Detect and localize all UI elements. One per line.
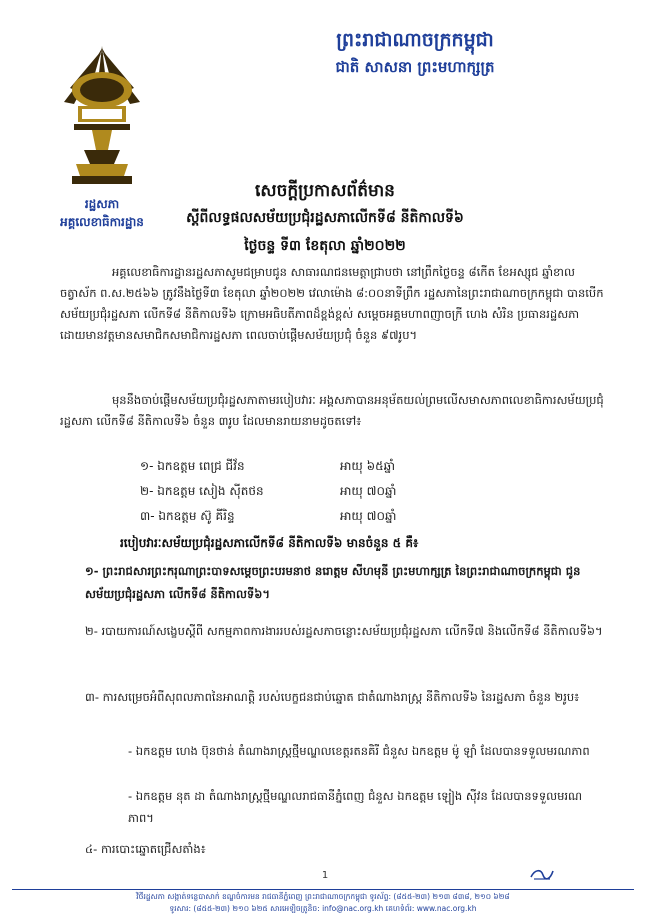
member-row bbox=[140, 508, 500, 528]
agenda-heading: របៀបវារៈសម័យប្រជុំរដ្ឋសភាលើកទី៨ នីតិកាលទី៦ មានចំនួន ៥ គឺ៖ bbox=[120, 536, 419, 550]
member-name: ៣- ឯកឧត្តម ស៊ូ គីរិន្ទ bbox=[140, 509, 235, 523]
press-release-date: ថ្ងៃចន្ទ ទី៣ ខែតុលា ឆ្នាំ២០២២ bbox=[244, 238, 406, 254]
secretariat-paragraph: មុននឹងចាប់ផ្តើមសម័យប្រជុំរដ្ឋសភាតាមរបៀបវារៈ អង្គសភាបានអនុម័តយល់ព្រមលើសមាសភាពលេខាធិការសម័យប្រជុំរដ្ឋសភា លើកទី៨ នីតិកាលទី៦ ចំនួន ៣រូប ដែលមានរាយនាមដូចតទៅ៖ bbox=[60, 393, 604, 428]
press-release-title: សេចក្តីប្រកាសព័ត៌មាន bbox=[255, 181, 395, 201]
emblem-rays-icon bbox=[64, 46, 140, 108]
member-row bbox=[140, 458, 500, 478]
agenda-item-1: ១- ព្រះរាជសារព្រះករុណាព្រះបាទសម្តេចព្រះបរមនាថ នរោត្តម សីហមុនី ព្រះមហាក្សត្រ នៃព្រះរាជាណាចក្រកម្ពុជា ជូនសម័យប្រជុំរដ្ឋសភា លើកទី៨ នីតិកាលទី៦។ bbox=[85, 564, 581, 601]
footer-address: វិថីរដ្ឋសភា សង្កាត់ទន្លេបាសាក់ ខណ្ឌចំការមន រាជធានីភ្នំពេញ ព្រះរាជាណាចក្រកម្ពុជា ទូរស័ព្ទ: (៨៥៥-២៣) ២១៣ ៨៣៨, ២១០ ៦២៨ bbox=[136, 892, 510, 901]
member-age: អាយុ ៧០ឆ្នាំ bbox=[340, 509, 397, 523]
page-number: 1 bbox=[321, 870, 329, 881]
national-assembly-emblem bbox=[62, 42, 142, 192]
initial-signature-icon bbox=[528, 865, 556, 883]
secretariat-label: អគ្គលេខាធិការដ្ឋាន bbox=[60, 215, 144, 229]
member-age: អាយុ ៦៥ឆ្នាំ bbox=[340, 459, 396, 473]
agenda-subitem-1: - ឯកឧត្តម ហេង ប៊ុនថាន់ តំណាងរាស្ត្រថ្មីមណ្ឌលខេត្តរតនគិរី ជំនួស ឯកឧត្តម ម៉ូ ឡាំ ដែលបានទទួលមរណភាព bbox=[128, 744, 590, 758]
opening-paragraph: អគ្គលេខាធិការដ្ឋានរដ្ឋសភាសូមជម្រាបជូន សាធារណជនមេត្តាជ្រាបថា នៅព្រឹកថ្ងៃចន្ទ ៨កើត ខែអស្សុជ ឆ្នាំខាល ចត្វាស័ក ព.ស.២៥៦៦ ត្រូវនឹងថ្ងៃទី៣ ខែតុលា ឆ្នាំ២០២២ វេលាម៉ោង ៨:០០នាទីព្រឹក រដ្ឋសភានៃព្រះរាជាណាចក្រកម្ពុជា បានបើកសម័យប្រជុំរដ្ឋសភា លើកទី៨ នីតិកាលទី៦ ក្រោមអធិបតីភាពដ៏ខ្ពង់ខ្ពស់ សម្តេចអគ្គមហាពញាចក្រី ហេង សំរិន ប្រធានរដ្ឋសភា ដោយមានវត្តមានសមាជិកសមាជិការដ្ឋសភា ពេលចាប់ផ្តើមសម័យប្រជុំ ចំនួន ៩៧រូប។ bbox=[60, 265, 604, 342]
national-motto: ជាតិ សាសនា ព្រះមហាក្សត្រ bbox=[335, 58, 495, 76]
member-row bbox=[140, 483, 500, 503]
agenda-subitem-2: - ឯកឧត្តម នុត ដា តំណាងរាស្ត្រថ្មីមណ្ឌលរាជធានីភ្នំពេញ ជំនួស ឯកឧត្តម ឡៀង ស៊ីវន ដែលបានទទួលមរណភាព។ bbox=[128, 789, 583, 825]
member-age: អាយុ ៧០ឆ្នាំ bbox=[340, 484, 397, 498]
footer-contact: ទូរសារ: (៨៥៥-២៣) ២១០ ៦២៥ សារអេឡិចត្រូនិច: info@nac.org.kh គេហទំព័រ: www.nac.org.kh bbox=[169, 904, 477, 913]
press-release-subject: ស្តីពីលទ្ធផលសម័យប្រជុំរដ្ឋសភាលើកទី៨ នីតិកាលទី៦ bbox=[186, 210, 464, 226]
footer-divider bbox=[12, 889, 634, 890]
member-name: ២- ឯកឧត្តម សៀង ស៊ីតថន bbox=[140, 484, 264, 498]
assembly-label: រដ្ឋសភា bbox=[84, 197, 120, 211]
agenda-item-2: ២- របាយការណ៍សង្ខេបស្តីពី សកម្មភាពការងាររបស់រដ្ឋសភាចន្លោះសម័យប្រជុំរដ្ឋសភា លើកទី៧ និងលើកទី៨ នីតិកាលទី៦។ bbox=[85, 624, 603, 638]
agenda-item-3: ៣- ការសម្រេចអំពីសុពលភាពនៃអាណត្តិ របស់បេក្ខជនជាប់ឆ្នោត ជាតំណាងរាស្ត្រ នីតិកាលទី៦ នៃរដ្ឋសភា ចំនួន ២រូប៖ bbox=[85, 690, 580, 704]
agenda-item-4: ៤- ការបោះឆ្នោតជ្រើសតាំង៖ bbox=[85, 842, 206, 856]
member-name: ១- ឯកឧត្តម ពេជ្រ ជីវ័ន bbox=[140, 459, 245, 473]
kingdom-heading: ព្រះរាជាណាចក្រកម្ពុជា bbox=[336, 29, 494, 51]
